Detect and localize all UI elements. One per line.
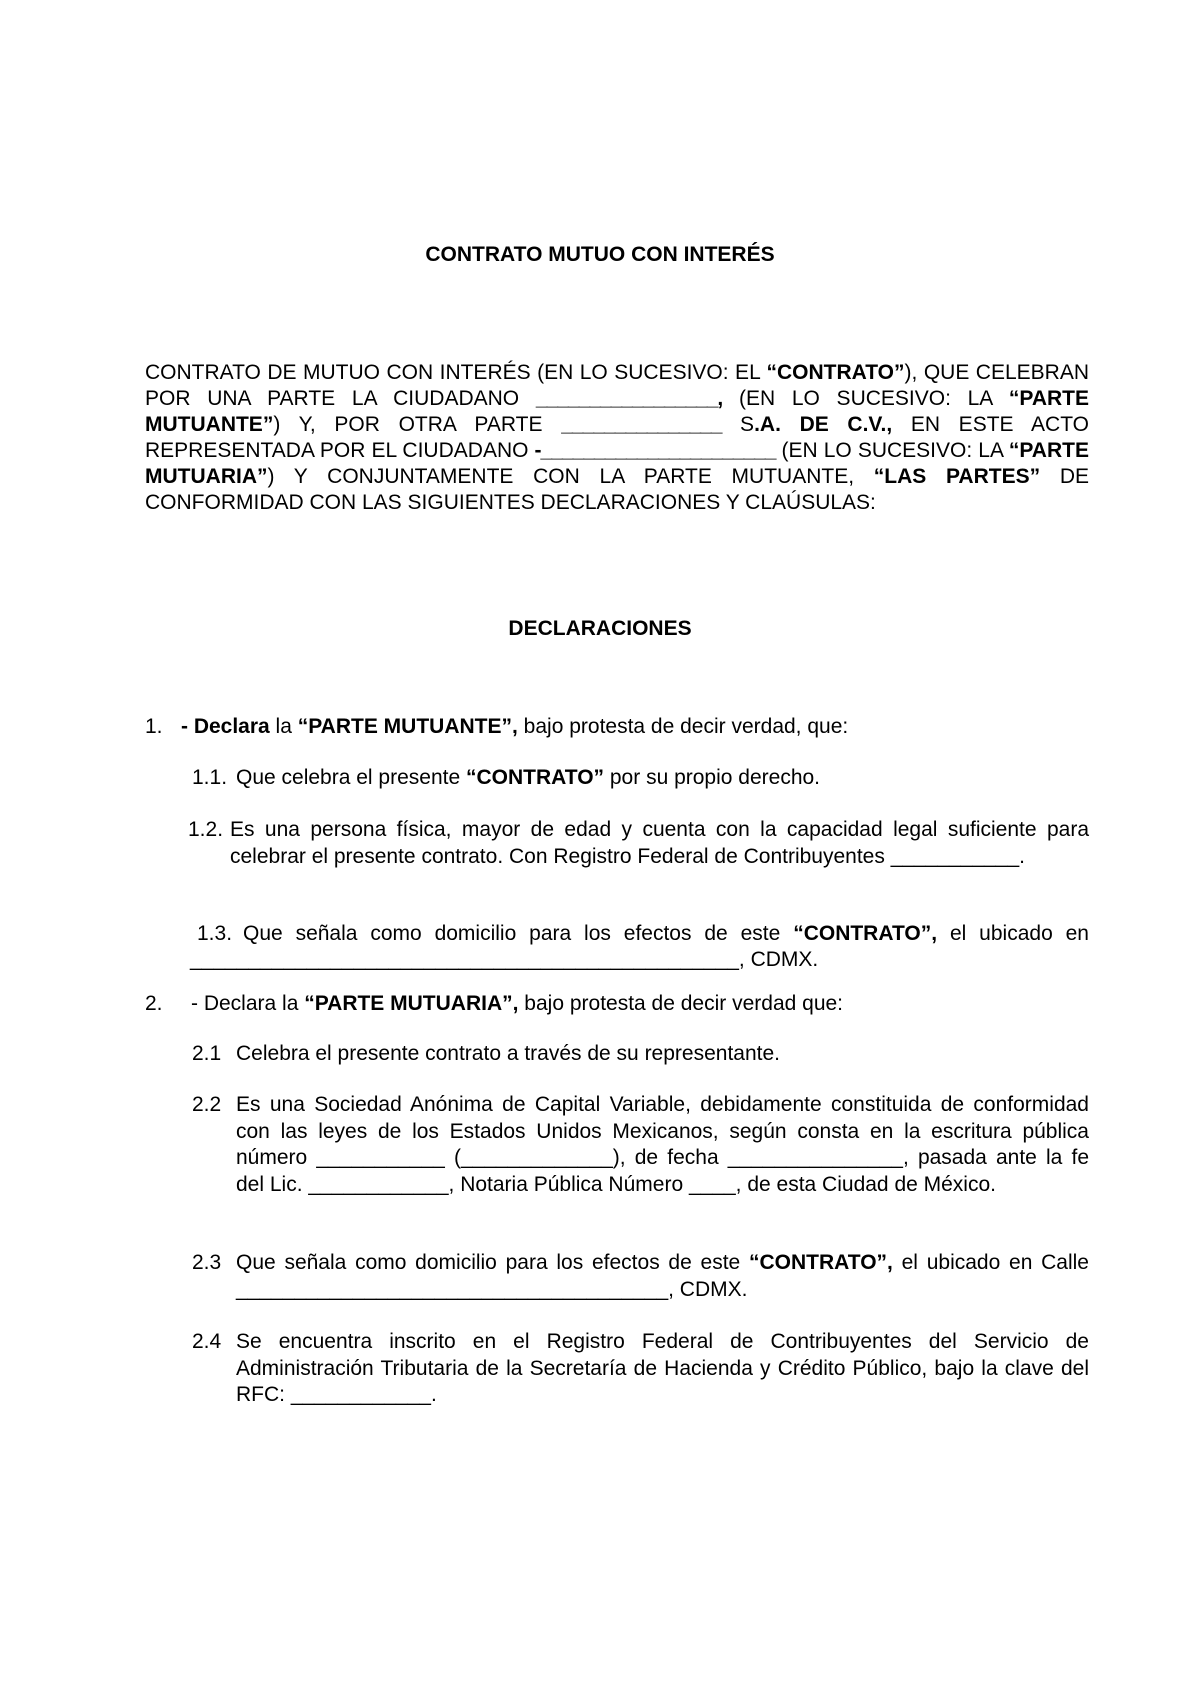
- item-bold: “CONTRATO”: [465, 766, 605, 789]
- intro-text: ) Y CONJUNTAMENTE CON LA PARTE MUTUANTE,: [267, 465, 874, 489]
- intro-bold: “CONTRATO”: [766, 361, 905, 384]
- intro-paragraph: [145, 360, 1089, 517]
- item-text: [145, 991, 1089, 1018]
- item-text: [192, 1250, 1089, 1303]
- declaration-1: [145, 714, 1089, 741]
- intro-text: DE CONFORMIDAD CON LAS SIGUIENTES DECLARACIONES Y CLAÚSULAS:: [145, 465, 1089, 515]
- item-number: 2.4: [192, 1330, 222, 1353]
- item-span: el ubicado en: [937, 922, 1089, 945]
- declaration-2-4: [192, 1329, 1089, 1409]
- item-span: la: [269, 715, 298, 738]
- declaration-1-2: [188, 817, 1089, 870]
- item-bold: “CONTRATO”,: [793, 922, 938, 945]
- item-number: 1.3.: [197, 922, 233, 945]
- item-span: Que celebra el presente: [236, 766, 466, 789]
- intro-blank: _________________,: [535, 387, 723, 411]
- item-number: 2.2: [192, 1093, 222, 1116]
- item-text: Es una Sociedad Anónima de Capital Variable, debidamente constituida de conformidad con las leyes de los Estados Unidos Mexicanos, según consta en la escritura pública número ___________ (_____________), de fecha _______________, pasada ante la fe del Lic. ____________, Notaria Pública Número ____, de esta Ciudad de México.: [236, 1093, 1089, 1196]
- document-title: CONTRATO MUTUO CON INTERÉS: [425, 243, 775, 266]
- declaration-1-3: [197, 921, 1089, 948]
- item-span: Que señala como domicilio para los efectos de este: [236, 1251, 749, 1274]
- item-bold: “PARTE MUTUANTE”,: [297, 715, 518, 738]
- declaration-2-3: [192, 1250, 1089, 1303]
- declaration-2-2: [192, 1092, 1089, 1198]
- section-title: DECLARACIONES: [508, 617, 692, 640]
- item-text: Se encuentra inscrito en el Registro Federal de Contribuyentes del Servicio de Administración Tributaria de la Secretaría de Hacienda y Crédito Público, bajo la clave del RFC: ____________.: [236, 1330, 1089, 1406]
- item-bold: - Declara: [181, 715, 270, 738]
- item-number: 2.1: [192, 1042, 222, 1065]
- intro-blank: -______________________: [534, 439, 776, 463]
- item-bold: “PARTE MUTUARIA”,: [304, 992, 519, 1015]
- item-number: 1.2.: [188, 818, 224, 841]
- item-span: Que señala como domicilio para los efectos de este: [243, 922, 794, 945]
- declaration-2-1: [192, 1041, 1089, 1068]
- item-text: [192, 765, 1089, 792]
- item-text: Celebra el presente contrato a través de su representante.: [236, 1042, 780, 1065]
- item-number: 2.: [145, 992, 163, 1015]
- item-bold: “CONTRATO”,: [748, 1251, 893, 1274]
- intro-bold: .A. DE C.V.,: [754, 413, 893, 437]
- item-number: 1.: [145, 715, 163, 738]
- item-text: Es una persona física, mayor de edad y cuenta con la capacidad legal suficiente para celebrar el presente contrato. Con Registro Federal de Contribuyentes ___________.: [230, 818, 1089, 868]
- declaration-1-1: [192, 765, 1089, 792]
- intro-text: S: [721, 413, 755, 437]
- intro-text: (EN LO SUCESIVO: LA: [722, 387, 1009, 411]
- declaration-1-3-address: _______________________________________________, CDMX.: [190, 948, 819, 971]
- item-span: - Declara la: [191, 992, 305, 1015]
- intro-bold: “PARTE MUTUARIA”: [145, 439, 1089, 489]
- intro-bold: “PARTE MUTUANTE”: [145, 387, 1089, 437]
- intro-bold: “LAS PARTES”: [873, 465, 1041, 489]
- intro-text: (EN LO SUCESIVO: LA: [775, 439, 1009, 463]
- item-text: [145, 714, 1089, 741]
- item-text: [197, 921, 1089, 948]
- declaration-2: [145, 991, 1089, 1018]
- item-span: el ubicado en Calle _____________________________________, CDMX.: [236, 1251, 1089, 1301]
- item-number: 1.1.: [192, 766, 228, 789]
- item-number: 2.3: [192, 1251, 222, 1274]
- intro-text: CONTRATO DE MUTUO CON INTERÉS (EN LO SUCESIVO: EL: [145, 361, 767, 384]
- item-span: bajo protesta de decir verdad, que:: [517, 715, 849, 738]
- intro-blank: _______________: [561, 413, 722, 437]
- intro-text: EN ESTE ACTO REPRESENTADA POR EL CIUDADANO: [145, 413, 1089, 463]
- item-span: por su propio derecho.: [604, 766, 821, 789]
- intro-text: ), QUE CELEBRAN POR UNA PARTE LA CIUDADANO: [145, 361, 1090, 411]
- intro-text: ) Y, POR OTRA PARTE: [273, 413, 562, 437]
- item-span: bajo protesta de decir verdad que:: [518, 992, 844, 1015]
